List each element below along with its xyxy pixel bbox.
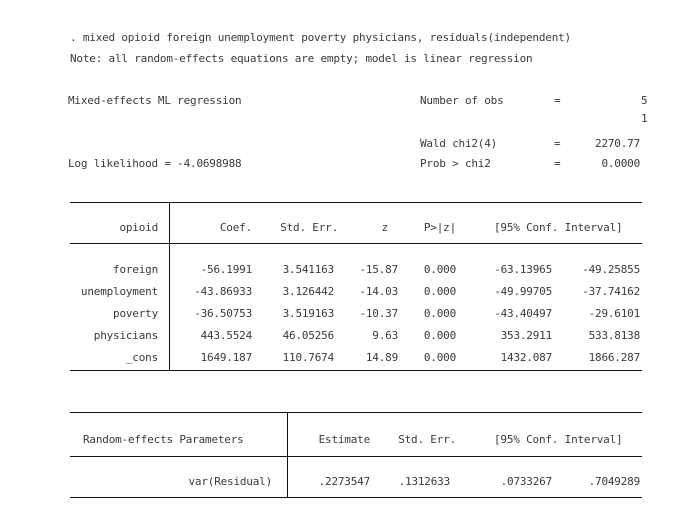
random-table-bottom-rule	[70, 497, 642, 498]
row-coef: -43.86933	[194, 285, 252, 298]
row-name: unemployment	[80, 285, 158, 298]
row-coef: 443.5524	[200, 329, 252, 342]
dep-var-header: opioid	[119, 221, 158, 234]
row-ci-low: -49.99705	[494, 285, 552, 298]
random-table-header-rule	[70, 456, 642, 457]
row-name: foreign	[113, 263, 158, 276]
row-ci-low: 353.2911	[500, 329, 552, 342]
row-ci-high: -49.25855	[582, 263, 640, 276]
prob-label: Prob > chi2	[420, 157, 491, 170]
pvalue-header: P>|z|	[423, 221, 456, 234]
nobs-digit-1: 5	[641, 94, 648, 107]
row-ci-low: -63.13965	[494, 263, 552, 276]
row-z: -10.37	[359, 307, 398, 320]
re-row-ci-low: .0733267	[500, 475, 552, 488]
prob-value: 0.0000	[601, 157, 640, 170]
stderr-header: Std. Err.	[280, 221, 338, 234]
row-z: -14.03	[359, 285, 398, 298]
nobs-label: Number of obs	[420, 94, 504, 107]
wald-value: 2270.77	[595, 137, 640, 150]
fixed-table-top-rule	[70, 202, 642, 203]
nobs-eq: =	[554, 94, 561, 107]
row-coef: 1649.187	[200, 351, 252, 364]
ci-header: [95% Conf. Interval]	[494, 221, 623, 234]
re-stderr-header: Std. Err.	[398, 433, 456, 446]
row-ci-low: -43.40497	[494, 307, 552, 320]
re-row-name: var(Residual)	[188, 475, 272, 488]
row-ci-low: 1432.087	[500, 351, 552, 364]
re-row-stderr: .1312633	[398, 475, 450, 488]
z-header: z	[381, 221, 388, 234]
re-ci-header: [95% Conf. Interval]	[494, 433, 623, 446]
command-line: . mixed opioid foreign unemployment poverty physicians, residuals(independent)	[70, 31, 571, 44]
row-stderr: 3.126442	[282, 285, 334, 298]
fixed-table-bottom-rule	[70, 370, 642, 371]
row-name: poverty	[113, 307, 158, 320]
random-table-top-rule	[70, 412, 642, 413]
wald-eq: =	[554, 137, 561, 150]
row-stderr: 110.7674	[282, 351, 334, 364]
re-row-estimate: .2273547	[318, 475, 370, 488]
note-line: Note: all random-effects equations are empty; model is linear regression	[70, 52, 533, 65]
row-coef: -36.50753	[194, 307, 252, 320]
row-coef: -56.1991	[200, 263, 252, 276]
wald-label: Wald chi2(4)	[420, 137, 498, 150]
row-ci-high: 1866.287	[588, 351, 640, 364]
re-param-header: Random-effects Parameters	[83, 433, 244, 446]
row-z: 14.89	[365, 351, 398, 364]
row-stderr: 3.541163	[282, 263, 334, 276]
row-pvalue: 0.000	[423, 329, 456, 342]
row-z: 9.63	[372, 329, 398, 342]
nobs-digit-2: 1	[641, 112, 648, 125]
prob-eq: =	[554, 157, 561, 170]
row-z: -15.87	[359, 263, 398, 276]
row-pvalue: 0.000	[423, 351, 456, 364]
fixed-table-header-rule	[70, 243, 642, 244]
row-ci-high: 533.8138	[588, 329, 640, 342]
re-estimate-header: Estimate	[318, 433, 370, 446]
row-name: physicians	[93, 329, 158, 342]
row-pvalue: 0.000	[423, 285, 456, 298]
row-pvalue: 0.000	[423, 263, 456, 276]
row-stderr: 3.519163	[282, 307, 334, 320]
random-table-column-rule	[287, 412, 288, 497]
row-pvalue: 0.000	[423, 307, 456, 320]
row-stderr: 46.05256	[282, 329, 334, 342]
model-title: Mixed-effects ML regression	[68, 94, 242, 107]
re-row-ci-high: .7049289	[588, 475, 640, 488]
row-ci-high: -29.6101	[588, 307, 640, 320]
log-likelihood: Log likelihood = -4.0698988	[68, 157, 242, 170]
coef-header: Coef.	[219, 221, 252, 234]
row-ci-high: -37.74162	[582, 285, 640, 298]
row-name: _cons	[125, 351, 158, 364]
